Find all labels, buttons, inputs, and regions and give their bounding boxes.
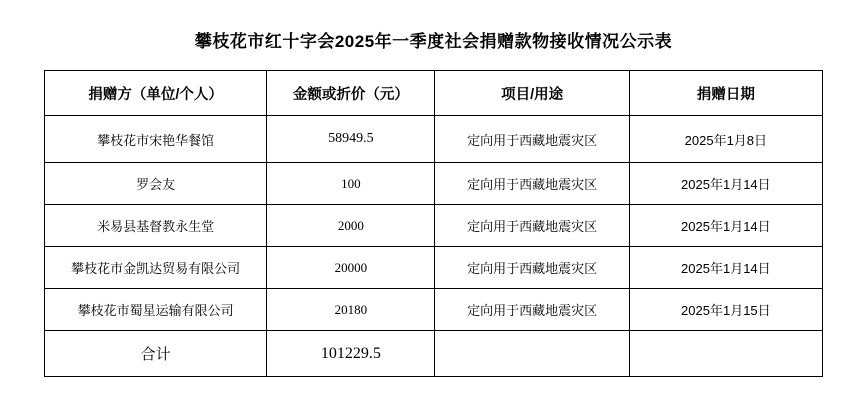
column-header-amount: 金额或折价（元） xyxy=(267,71,435,116)
cell-total-amount: 101229.5 xyxy=(267,331,435,377)
cell-donor: 攀枝花市蜀星运输有限公司 xyxy=(45,289,267,331)
cell-donor: 米易县基督教永生堂 xyxy=(45,205,267,247)
cell-date: 2025年1月15日 xyxy=(629,289,822,331)
cell-purpose: 定向用于西藏地震灾区 xyxy=(435,116,629,163)
cell-donor: 罗会友 xyxy=(45,163,267,205)
table-row xyxy=(45,116,823,163)
table-row xyxy=(45,247,823,289)
cell-purpose: 定向用于西藏地震灾区 xyxy=(435,289,629,331)
cell-total-label: 合计 xyxy=(45,331,267,377)
table-header-row xyxy=(45,71,823,116)
table-total-row xyxy=(45,331,823,377)
cell-amount: 20000 xyxy=(267,247,435,289)
cell-purpose: 定向用于西藏地震灾区 xyxy=(435,163,629,205)
cell-date: 2025年1月14日 xyxy=(629,205,822,247)
cell-date: 2025年1月14日 xyxy=(629,163,822,205)
cell-total-date xyxy=(629,331,822,377)
cell-date: 2025年1月14日 xyxy=(629,247,822,289)
column-header-date: 捐赠日期 xyxy=(629,71,822,116)
cell-date: 2025年1月8日 xyxy=(629,116,822,163)
cell-donor: 攀枝花市金凯达贸易有限公司 xyxy=(45,247,267,289)
table-row xyxy=(45,289,823,331)
table-row xyxy=(45,163,823,205)
page-title: 攀枝花市红十字会2025年一季度社会捐赠款物接收情况公示表 xyxy=(194,32,673,51)
column-header-purpose: 项目/用途 xyxy=(435,71,629,116)
table-container xyxy=(0,70,867,377)
cell-purpose: 定向用于西藏地震灾区 xyxy=(435,205,629,247)
table-body xyxy=(45,116,823,377)
column-header-donor: 捐赠方（单位/个人） xyxy=(45,71,267,116)
cell-amount: 100 xyxy=(267,163,435,205)
cell-total-purpose xyxy=(435,331,629,377)
table-header xyxy=(45,71,823,116)
cell-purpose: 定向用于西藏地震灾区 xyxy=(435,247,629,289)
donations-table xyxy=(44,70,823,377)
cell-amount: 20180 xyxy=(267,289,435,331)
cell-amount: 2000 xyxy=(267,205,435,247)
table-row xyxy=(45,205,823,247)
cell-amount: 58949.5 xyxy=(267,116,435,163)
cell-donor: 攀枝花市宋艳华餐馆 xyxy=(45,116,267,163)
